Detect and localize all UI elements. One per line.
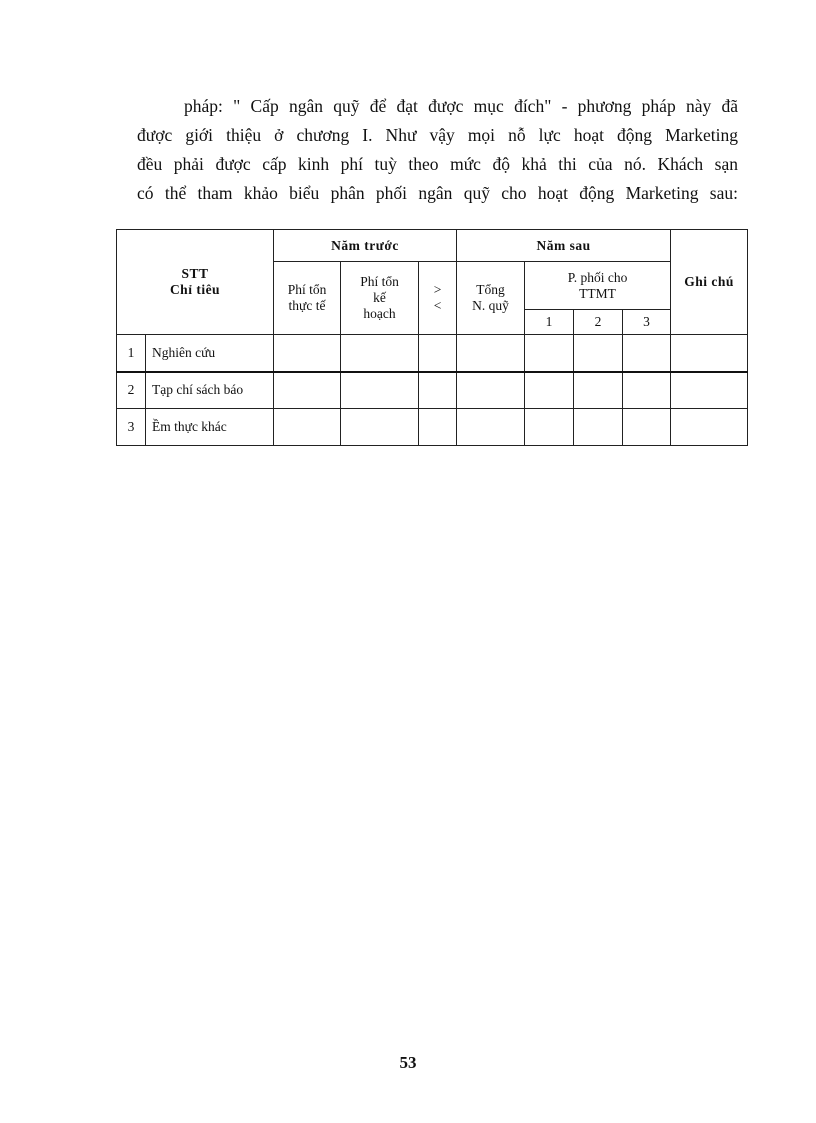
paragraph-line: có thể tham khảo biểu phân phối ngân quỹ cho hoạt động Marketing sau: (137, 183, 738, 203)
table-cell (623, 372, 671, 409)
header-ghi-chu: Ghi chú (671, 230, 748, 335)
table-cell (341, 372, 419, 409)
header-text: hoạch (363, 306, 396, 321)
table-cell (574, 335, 623, 372)
table-row (117, 372, 748, 409)
budget-allocation-table (116, 229, 748, 446)
table-cell (671, 335, 748, 372)
header-text: > (433, 282, 442, 297)
header-sub-3: 3 (623, 310, 671, 335)
header-text: P. phối cho (567, 269, 628, 285)
table-cell (274, 372, 341, 409)
header-phi-ton-thuc-te (274, 262, 341, 335)
header-text: < (433, 298, 442, 313)
table-cell (419, 335, 457, 372)
header-nam-truoc: Năm trước (274, 230, 457, 262)
header-compare (419, 262, 457, 335)
header-sub-2: 2 (574, 310, 623, 335)
table-cell (623, 335, 671, 372)
table-cell (671, 372, 748, 409)
header-phi-ton-ke-hoach (341, 262, 419, 335)
header-text: Phí tổn (360, 274, 399, 289)
row-label: Tạp chí sách báo (146, 372, 274, 409)
header-text: TTMT (579, 285, 616, 301)
table-cell (671, 409, 748, 446)
page-number: 53 (399, 1053, 417, 1072)
row-number: 1 (117, 335, 146, 372)
table-cell (623, 409, 671, 446)
paragraph-line: đều phải được cấp kinh phí tuỳ theo mức độ khả thi của nó. Khách sạn (137, 154, 738, 174)
header-stt-chi-tieu (117, 230, 274, 335)
table-cell (341, 335, 419, 372)
header-chi-tieu: Chỉ tiêu (169, 282, 221, 297)
table-cell (525, 409, 574, 446)
row-number: 2 (117, 372, 146, 409)
paragraph-line: pháp: " Cấp ngân quỹ để đạt được mục đích" - phương pháp này đã (184, 96, 738, 116)
table-row (117, 335, 748, 372)
header-text: Tổng (476, 282, 505, 297)
table-cell (419, 409, 457, 446)
table-row (117, 409, 748, 446)
table-cell (457, 335, 525, 372)
header-p-phoi (525, 262, 671, 310)
header-text: thực tế (288, 298, 326, 313)
table-cell (457, 372, 525, 409)
header-text: N. quỹ (472, 298, 509, 313)
header-text: Phí tổn (287, 282, 327, 297)
header-nam-sau: Năm sau (457, 230, 671, 262)
table-cell (274, 409, 341, 446)
table-cell (574, 409, 623, 446)
table-cell (525, 372, 574, 409)
row-label: Ềm thực khác (146, 409, 274, 446)
header-stt: STT (181, 266, 209, 281)
table-cell (457, 409, 525, 446)
table-cell (341, 409, 419, 446)
table-cell (419, 372, 457, 409)
table-cell (525, 335, 574, 372)
body-paragraph (137, 92, 738, 208)
header-tong-nquy (457, 262, 525, 335)
table-cell (574, 372, 623, 409)
header-text: kế (373, 290, 386, 305)
header-sub-1: 1 (525, 310, 574, 335)
paragraph-line: được giới thiệu ở chương I. Như vậy mọi nỗ lực hoạt động Marketing (137, 125, 738, 145)
row-number: 3 (117, 409, 146, 446)
row-label: Nghiên cứu (146, 335, 274, 372)
table-cell (274, 335, 341, 372)
